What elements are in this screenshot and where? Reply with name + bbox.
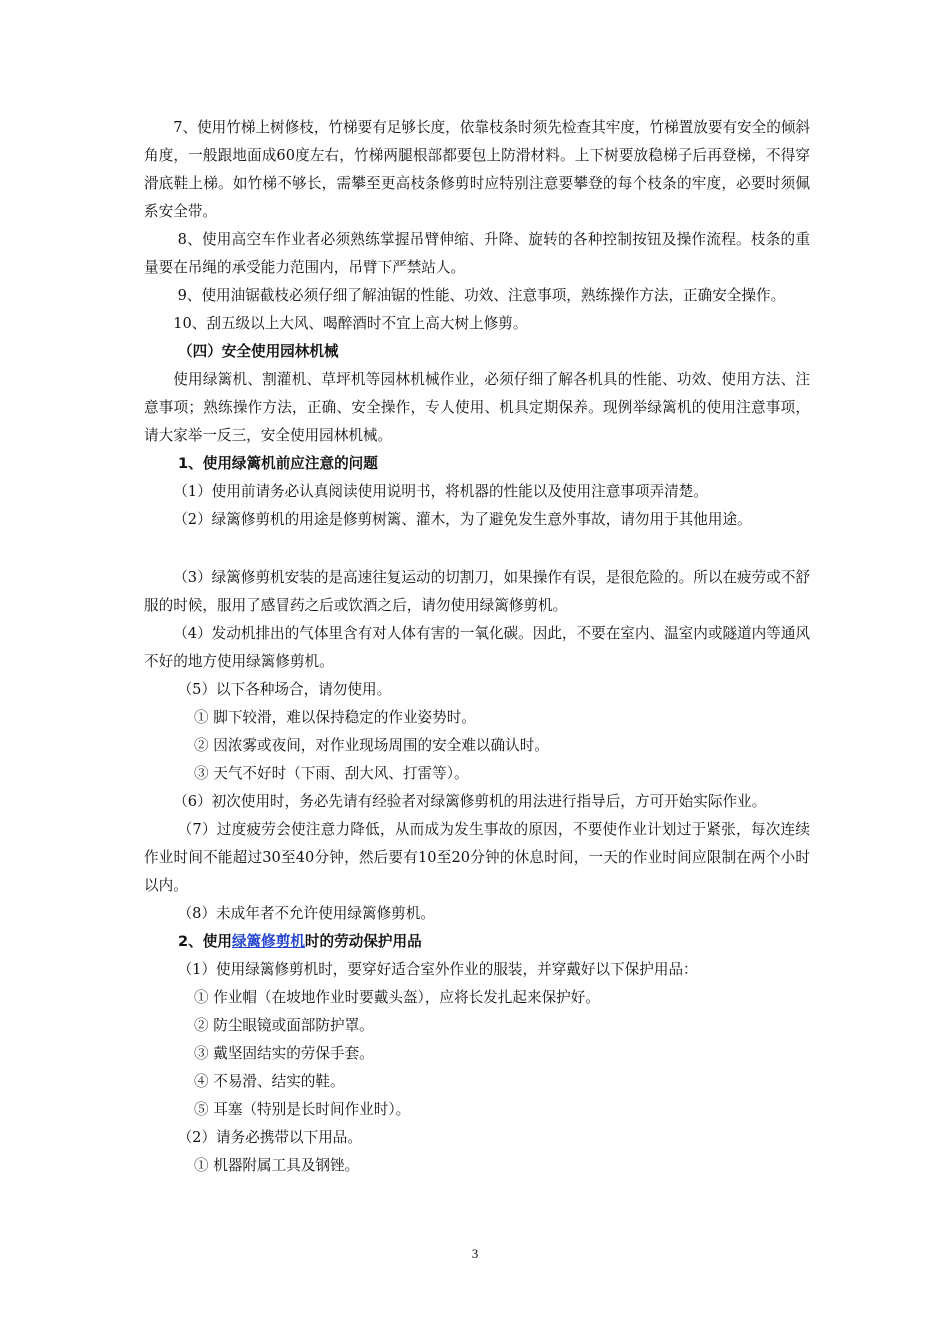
page-body [144, 114, 810, 1180]
note-2: （2）绿篱修剪机的用途是修剪树篱、灌木，为了避免发生意外事故，请勿用于其他用途。 [173, 511, 752, 528]
note-6: （6）初次使用时，务必先请有经验者对绿篱修剪机的用法进行指导后，方可开始实际作业。 [173, 793, 767, 810]
page-number: 3 [471, 1246, 479, 1261]
spacer [144, 534, 810, 564]
subheading-1: 1、使用绿篱机前应注意的问题 [178, 455, 378, 472]
paragraph-7: 7、使用竹梯上树修枝，竹梯要有足够长度，依靠枝条时须先检查其牢度，竹梯置放要有安全的倾斜角度，一般跟地面成60度左右，竹梯两腿根部都要包上防滑材料。上下树要放稳梯子后再登梯，不得穿滑底鞋上梯。如竹梯不够长，需攀至更高枝条修剪时应特别注意要攀登的每个枝条的牢度，必要时须佩系安全带。 [144, 119, 811, 220]
note-4: （4）发动机排出的气体里含有对人体有害的一氧化碳。因此，不要在室内、温室内或隧道内等通风不好的地方使用绿篱修剪机。 [144, 625, 811, 670]
paragraph-8: 8、使用高空车作业者必须熟练掌握吊臂伸缩、升降、旋转的各种控制按钮及操作流程。枝条的重量要在吊绳的承受能力范围内，吊臂下严禁站人。 [144, 231, 810, 276]
subheading-2-prefix: 2、使用 [178, 933, 232, 950]
subheading-2 [144, 928, 810, 956]
note-5-item-1: ① 脚下较滑，难以保持稳定的作业姿势时。 [194, 709, 476, 726]
item-2: （2）请务必携带以下用品。 [177, 1129, 362, 1146]
item-1-b: ② 防尘眼镜或面部防护罩。 [194, 1017, 374, 1034]
note-8: （8）未成年者不允许使用绿篱修剪机。 [177, 905, 435, 922]
hedge-trimmer-link[interactable]: 绿篱修剪机 [231, 933, 305, 950]
section-4-intro: 使用绿篱机、割灌机、草坪机等园林机械作业，必须仔细了解各机具的性能、功效、使用方法、注意事项；熟练操作方法，正确、安全操作，专人使用、机具定期保养。现例举绿篱机的使用注意事项，请大家举一反三，安全使用园林机械。 [144, 371, 810, 444]
paragraph-10: 10、刮五级以上大风、喝醉酒时不宜上高大树上修剪。 [173, 315, 528, 332]
note-3: （3）绿篱修剪机安装的是高速往复运动的切割刀，如果操作有误，是很危险的。所以在疲劳或不舒服的时候，服用了感冒药之后或饮酒之后，请勿使用绿篱修剪机。 [144, 569, 811, 614]
note-7: （7）过度疲劳会使注意力降低，从而成为发生事故的原因，不要使作业计划过于紧张，每次连续作业时间不能超过30至40分钟，然后要有10至20分钟的休息时间，一天的作业时间应限制在两个小时以内。 [144, 821, 810, 894]
item-1-e: ⑤ 耳塞（特别是长时间作业时）。 [194, 1101, 411, 1118]
subheading-2-suffix: 时的劳动保护用品 [304, 933, 422, 950]
item-2-a: ① 机器附属工具及钢锉。 [194, 1157, 360, 1174]
item-1-d: ④ 不易滑、结实的鞋。 [194, 1073, 345, 1090]
note-5-item-3: ③ 天气不好时（下雨、刮大风、打雷等）。 [194, 765, 469, 782]
item-1-a: ① 作业帽（在坡地作业时要戴头盔），应将长发扎起来保护好。 [194, 989, 600, 1006]
paragraph-9: 9、使用油锯截枝必须仔细了解油锯的性能、功效、注意事项，熟练操作方法，正确安全操作。 [177, 287, 786, 304]
note-5-item-2: ② 因浓雾或夜间，对作业现场周围的安全难以确认时。 [194, 737, 549, 754]
section-4-heading: （四）安全使用园林机械 [178, 343, 339, 360]
item-1-c: ③ 戴坚固结实的劳保手套。 [194, 1045, 374, 1062]
note-5: （5）以下各种场合，请勿使用。 [177, 681, 392, 698]
item-1: （1）使用绿篱修剪机时，要穿好适合室外作业的服装，并穿戴好以下保护用品： [177, 961, 698, 978]
note-1: （1）使用前请务必认真阅读使用说明书，将机器的性能以及使用注意事项弄清楚。 [173, 483, 708, 500]
